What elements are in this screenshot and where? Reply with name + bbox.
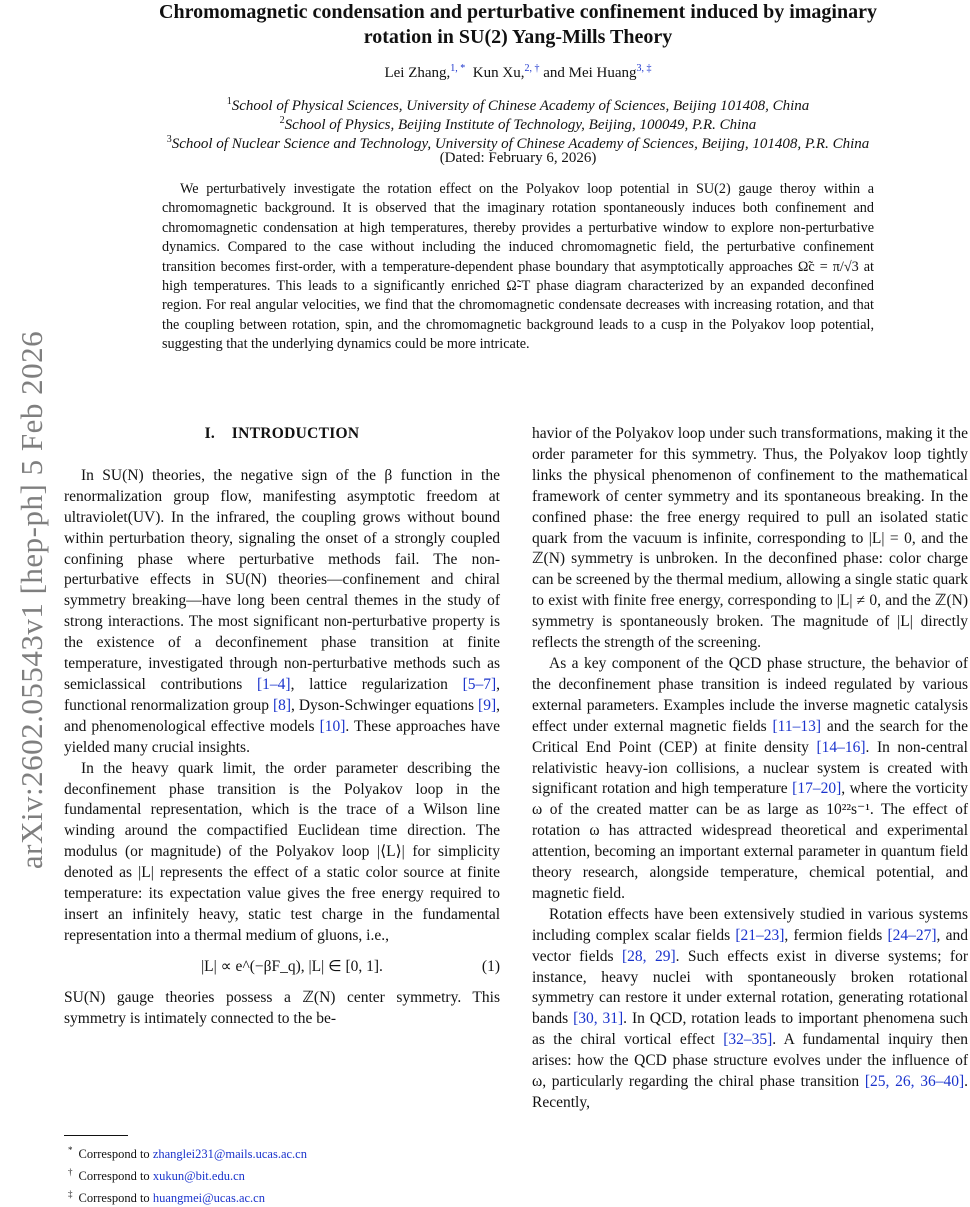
- affiliation-text: School of Physical Sciences, University of Chinese Academy of Sciences, Beijing 101408, China: [231, 98, 810, 114]
- paper-title: [68, 0, 968, 50]
- intro-paragraph-1: [64, 466, 500, 759]
- equation-number: (1): [481, 957, 500, 975]
- text-run: , and phenomenological effective models: [64, 696, 500, 735]
- text-run: , lattice regularization: [290, 675, 463, 693]
- citation-link[interactable]: [17–20]: [792, 780, 842, 798]
- author-conjunction: and: [543, 65, 565, 81]
- equation-body: |L| ∝ e^(−βF_q), |L| ∈ [0, 1].: [201, 957, 383, 975]
- text-run: , fermion fields: [784, 926, 888, 944]
- text-run: Rotation effects have been extensively studied in various systems including complex scalar fields: [532, 905, 968, 944]
- citation-link[interactable]: [8]: [272, 696, 292, 714]
- text-run: . In QCD, rotation leads to important phenomena such as the chiral vortical effect: [532, 1010, 968, 1049]
- text-run: , functional renormalization group: [64, 675, 501, 714]
- text-run: and the search for the Critical End Point (CEP) at finite density: [532, 717, 968, 756]
- footnote: [64, 1185, 500, 1207]
- text-run: . In non-central relativistic heavy-ion collisions, a nuclear system is created with significant rotation and high temperature: [532, 738, 968, 798]
- equation-1: [64, 957, 500, 978]
- affiliation-number: 2: [279, 115, 285, 126]
- affiliation-text: School of Nuclear Science and Technology, University of Chinese Academy of Sciences, Beijing, 101408, P.R. China: [171, 136, 870, 152]
- citation-link[interactable]: [25, 26, 36–40]: [864, 1073, 965, 1091]
- citation-link[interactable]: [1–4]: [257, 675, 291, 693]
- text-run: , and vector fields: [532, 926, 968, 965]
- text-run: . Such effects exist in diverse systems; for instance, heavy nuclei with spontaneously broken rotational symmetry can restore it under external rotation, generating rotational bands: [532, 947, 968, 1028]
- intro-paragraph-5: [532, 654, 968, 905]
- citation-link[interactable]: [32–35]: [723, 1031, 773, 1049]
- footnote: [64, 1163, 500, 1185]
- text-run: . A fundamental inquiry then arises: how the QCD phase structure evolves under the influence of ω, particularly regarding the chiral phase transition: [532, 1031, 968, 1091]
- affiliation-number: 1: [226, 96, 232, 107]
- abstract: We perturbatively investigate the rotation effect on the Polyakov loop potential in SU(2) gauge theroy within a chromomagnetic background. It is observed that the imaginary rotation spontaneously induces both confinement and chromomagnetic condensation at high temperatures, thereby provides a perturbative window to explore non-perturbative dynamics. Compared to the case without including the induced chromomagnetic field, the perturbative confinement transition becomes first-order, with a temperature-dependent phase boundary that asymptotically approaches Ω̃c = π/√3 at high temperatures. This leads to a significantly enriched Ω̃-T phase diagram characterized by an expanded deconfined region. For real angular velocities, we find that the chromomagnetic condensate decreases with increasing rotation, and that the coupling between rotation, spin, and the chromomagnetic background leads to a cusp in the Polyakov loop potential, suggesting that the underlying dynamics could be more intricate.: [162, 181, 874, 353]
- author-footnote-link[interactable]: 1, *: [450, 63, 466, 74]
- email-link[interactable]: zhanglei231@mails.ucas.ac.cn: [152, 1147, 307, 1162]
- footnote-mark: †: [68, 1167, 73, 1178]
- left-column: [64, 424, 500, 1029]
- author-name: Kun Xu,: [472, 65, 525, 81]
- affiliation-number: 3: [166, 134, 172, 145]
- citation-link[interactable]: [10]: [319, 717, 346, 735]
- text-run: As a key component of the QCD phase structure, the behavior of the deconfinement phase transition is indeed regulated by various external parameters. Examples include the inverse magnetic catalysis effect under external magnetic fields: [532, 654, 968, 735]
- footnote-text: Correspond to: [78, 1169, 153, 1184]
- intro-paragraph-3: SU(N) gauge theories possess a ℤ(N) center symmetry. This symmetry is intimately connected to the be-: [64, 988, 500, 1027]
- footnote-divider: [64, 1135, 128, 1136]
- section-heading: [64, 424, 500, 445]
- email-link[interactable]: xukun@bit.edu.cn: [152, 1169, 245, 1184]
- citation-link[interactable]: [21–23]: [735, 926, 785, 944]
- arxiv-id[interactable]: arXiv:2602.05543v1 [hep-ph] 5 Feb 2026: [14, 330, 49, 870]
- text-run: , where the vorticity ω of the created matter can be as large as 10²²s⁻¹. The effect of rotation ω has attracted widespread theoretical and experimental attention, becoming an important external parameter in quantum field theory research, alongside temperature, chemical potential, and magnetic field.: [532, 780, 968, 902]
- text-run: . These approaches have yielded many crucial insights.: [64, 717, 501, 756]
- arxiv-sidebar-stamp: [0, 290, 64, 910]
- footnote-mark: *: [68, 1145, 73, 1155]
- affiliation-text: School of Physics, Beijing Institute of Technology, Beijing, 100049, P.R. China: [284, 117, 757, 133]
- citation-link[interactable]: [30, 31]: [573, 1010, 624, 1028]
- citation-link[interactable]: [24–27]: [887, 926, 937, 944]
- citation-link[interactable]: [9]: [478, 696, 497, 714]
- author-footnote-link[interactable]: 3, ‡: [636, 63, 652, 74]
- author-name: Mei Huang: [568, 65, 637, 81]
- footnote-text: Correspond to: [78, 1191, 153, 1206]
- intro-paragraph-6: [532, 905, 968, 1114]
- intro-paragraph-4: havior of the Polyakov loop under such transformations, making it the order parameter for this symmetry. Thus, the Polyakov loop tightly links the physical phenomenon of confinement to the mathematical framework of center symmetry and its spontaneous breaking. In the confined phase: the free energy required to pull an isolated static quark from the vacuum is infinite, corresponding to |L| = 0, and the ℤ(N) symmetry is unbroken. In the deconfined phase: color charge can be screened by the thermal medium, allowing a single static quark to exist with finite free energy, corresponding to |L| ≠ 0, and the ℤ(N) symmetry is spontaneously broken. The magnitude of |L| directly reflects the strength of the screening.: [532, 425, 968, 652]
- citation-link[interactable]: [14–16]: [816, 738, 866, 756]
- citation-link[interactable]: [11–13]: [772, 717, 822, 735]
- intro-paragraph-2: In the heavy quark limit, the order parameter describing the deconfinement phase transition is the Polyakov loop in the fundamental representation, which is the trace of a Wilson line winding around the compactified Euclidean time direction. The modulus (or magnitude) of the Polyakov loop |⟨L⟩| for simplicity denoted as |L| represents the effect of a static color source at finite temperature: its expectation value gives the free energy required to insert an infinitely heavy, static test charge in the fundamental representation into a thermal medium of gluons, i.e.,: [64, 759, 500, 944]
- citation-link[interactable]: [28, 29]: [622, 947, 676, 965]
- footnote: [64, 1141, 500, 1163]
- section-title: INTRODUCTION: [231, 425, 360, 442]
- author-name: Lei Zhang,: [384, 65, 451, 81]
- author-footnote-link[interactable]: 2, †: [524, 63, 540, 74]
- footnotes: [64, 1141, 500, 1207]
- text-run: , Dyson-Schwinger equations: [291, 696, 479, 714]
- title-line-1: Chromomagnetic condensation and perturbative confinement induced by imaginary: [159, 1, 877, 23]
- right-column: [532, 424, 968, 1114]
- citation-link[interactable]: [5–7]: [462, 675, 497, 693]
- title-line-2: rotation in SU(2) Yang-Mills Theory: [363, 26, 673, 48]
- section-number: I.: [204, 425, 216, 442]
- text-run: In SU(N) theories, the negative sign of the β function in the renormalization group flow, manifesting asymptotic freedom at ultraviolet(UV). In the infrared, the coupling grows without bound within perturbation theory, signaling the onset of a strongly coupled confining phase where perturbative methods fail. The non-perturbative effects in SU(N) theories—confinement and chiral symmetry breaking—have long been central themes in the study of strong interactions. The most significant non-perturbative property is the existence of a deconfinement phase transition at finite temperature, investigated through non-perturbative methods such as semiclassical contributions: [64, 466, 500, 693]
- footnote-text: Correspond to: [78, 1147, 153, 1162]
- text-run: . Recently,: [532, 1073, 968, 1111]
- date-line: (Dated: February 6, 2026): [439, 150, 597, 166]
- author-list: [68, 63, 968, 82]
- footnote-mark: ‡: [68, 1189, 73, 1200]
- email-link[interactable]: huangmei@ucas.ac.cn: [152, 1191, 265, 1206]
